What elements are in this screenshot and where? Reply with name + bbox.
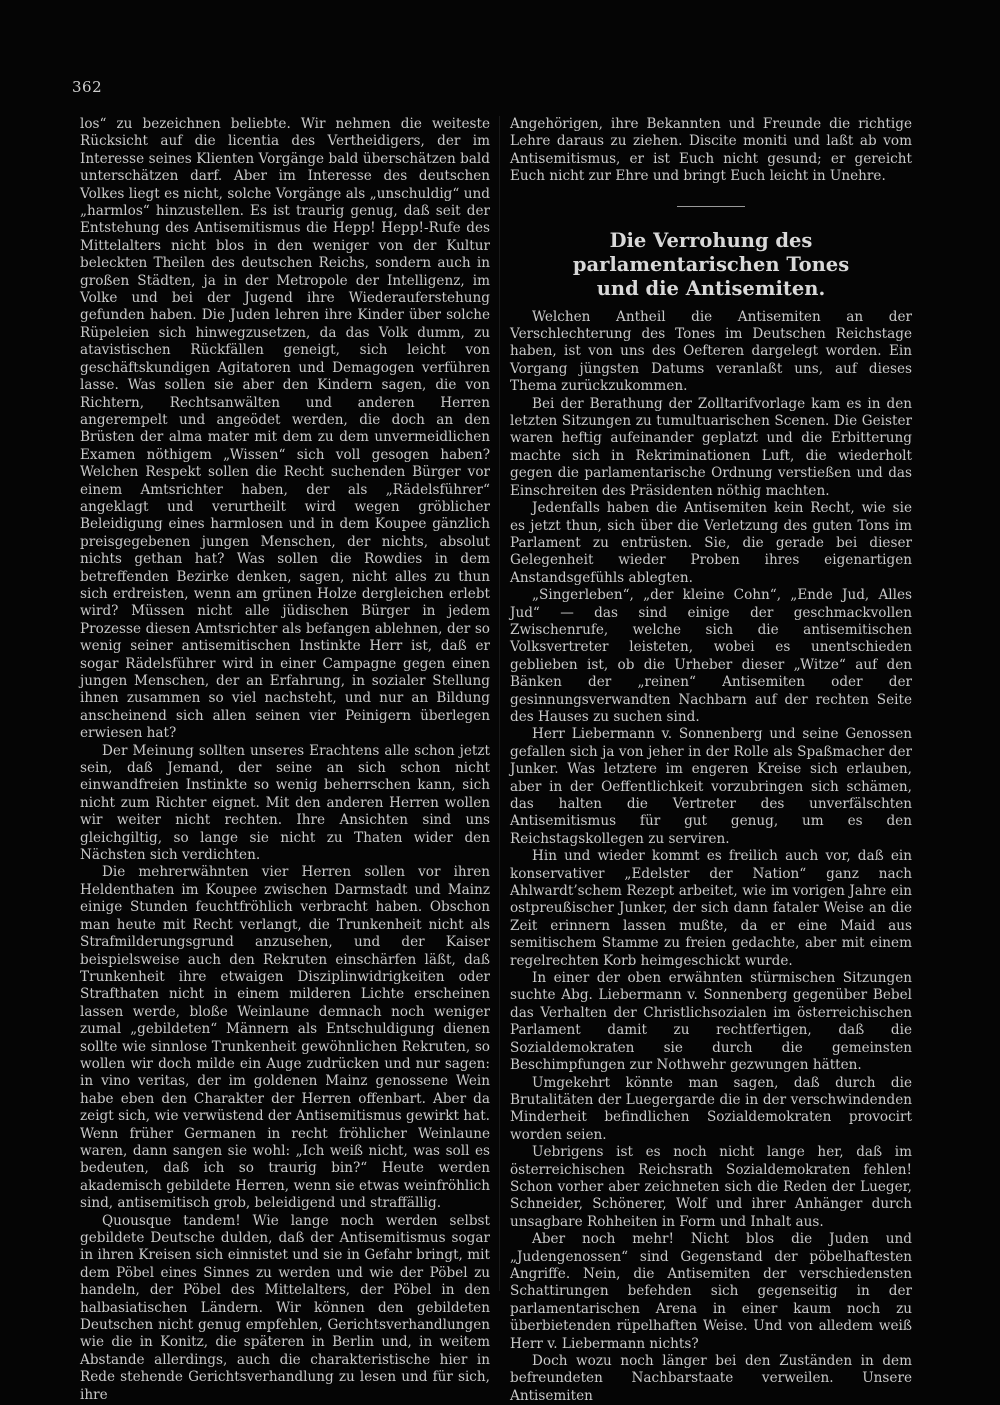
right-column [510,116,912,1405]
article-paragraph: Hin und wieder kommt es freilich auch vor, daß ein konservativer „Edelster der Nation“ ganz nach Ahlwardt’schem Rezept arbeitet, wie im vorigen Jahre ein ostpreußischer Junker, der sich dann fataler Weise an die Zeit erinnern lassen mußte, da er eine Maid aus semitischem Stamme zu freien gedachte, aber mit einem regelrechten Korb heimgeschickt wurde. [510,848,912,969]
article-paragraph: Jedenfalls haben die Antisemiten kein Recht, wie sie es jetzt thun, sich über die Verletzung des guten Tons im Parlament zu entrüsten. Sie, die gerade bei dieser Gelegenheit wieder Proben ihres eigenartigen Anstandsgefühls ablegten. [510,500,912,586]
article-paragraph: Herr Liebermann v. Sonnenberg und seine Genossen gefallen sich ja von jeher in der Rolle als Spaßmacher der Junker. Was letztere im engeren Kreise sich erlauben, aber in der Oeffentlichkeit vorzubringen sich schämen, das halten die Vertreter des unverfälschten Antisemitismus für gut genug, um es den Reichstagskollegen zu serviren. [510,726,912,847]
article-paragraph: Uebrigens ist es noch nicht lange her, daß im österreichischen Reichsrath Sozialdemokraten fehlen! Schon vorher aber zeichneten sich die Reden der Lueger, Schneider, Schönerer, Wolf und ihrer Anhänger durch unsagbare Rohheiten in Form und Inhalt aus. [510,1144,912,1230]
article-paragraph: „Singerleben“, „der kleine Cohn“, „Ende Jud, Alles Jud“ — das sind einige der geschmackvollen Zwischenrufe, welche sich die antisemitischen Volksvertreter leisteten, wobei es unentschieden geblieben ist, ob die Urheber dieser „Witze“ auf den Bänken der „reinen“ Antisemiten oder der gesinnungsverwandten Nachbarn auf der rechten Seite des Hauses zu suchen sind. [510,587,912,725]
section-divider [677,206,745,207]
paragraph: los“ zu bezeichnen beliebte. Wir nehmen die weiteste Rücksicht auf die licentia des Vertheidigers, der im Interesse seines Klienten Vorgänge bald überschätzen bald unterschätzen darf. Aber im Interesse des deutschen Volkes liegt es nicht, solche Vorgänge als „unschuldig“ und „harmlos“ hinzustellen. Es ist traurig genug, daß seit der Entstehung des Antisemitismus die Hepp! Hepp!-Rufe des Mittelalters nicht blos in den weniger von der Kultur beleckten Theilen des deutschen Reichs, sondern auch in großen Städten, ja in der Metropole der Intelligenz, im Volke und bei der Jugend ihre Wiederauferstehung gefunden haben. Die Juden lehren ihre Kinder über solche Rüpeleien sich hinwegzusetzen, da das Volk dumm, zu atavistischen Rückfällen geneigt, sich leicht von geschäftskundigen Agitatoren und Demagogen verführen lasse. Was sollen sie aber den Kindern sagen, die von Richtern, Rechtsanwälten und anderen Herren angerempelt und angeödet werden, die doch an den Brüsten der alma mater mit dem zu dem unvermeidlichen Examen nöthigem „Wissen“ sich voll gesogen haben? Welchen Respekt sollen die Recht suchenden Bürger vor einem Amtsrichter haben, der als „Rädelsführer“ angeklagt und verurtheilt wird wegen gröblicher Beleidigung eines harmlosen und in dem Koupee gänzlich preisgegebenen jungen Menschen, der nichts, absolut nichts gethan hat? Was sollen die Rowdies in dem betreffenden Bezirke denken, sagen, nicht alles zu thun sich erdreisten, wenn am grünen Holze dergleichen erlebt wird? Müssen nicht alle jüdischen Bürger in jedem Prozesse diesen Amtsrichter als befangen ablehnen, der so wenig seiner antisemitischen Instinkte Herr ist, daß er sogar Rädelsführer wird in einer Campagne gegen einen jungen Menschen, der an Erfahrung, in sozialer Stellung ihnen zusammen so viel nachsteht, und nur an Bildung anscheinend sich allen seinen vier Peinigern überlegen erwiesen hat? [80,116,490,742]
article-paragraph: Bei der Berathung der Zolltarifvorlage kam es in den letzten Sitzungen zu tumultuarischen Scenen. Die Geister waren heftig aufeinander geplatzt und die Erbitterung machte sich in Rekriminationen Luft, die wiederholt gegen die parlamentarische Ordnung verstießen und das Einschreiten des Präsidenten nöthig machten. [510,395,912,499]
article-paragraph: Doch wozu noch länger bei den Zuständen in dem befreundeten Nachbarstaate verweilen. Unsere Antisemiten [510,1353,912,1404]
article-title [510,229,912,301]
paragraph: Die mehrerwähnten vier Herren sollen vor ihren Heldenthaten im Koupee zwischen Darmstadt und Mainz einige Stunden feuchtfröhlich verbracht haben. Obschon man heute mit Recht verlangt, die Trunkenheit nicht als Strafmilderungsgrund anzusehen, und der Kaiser beispielsweise auch den Rekruten einschärfen läßt, daß Trunkenheit ihre etwaigen Disziplinwidrigkeiten oder Strafthaten nicht in einem milderen Lichte erscheinen lassen werde, bloße Weinlaune demnach noch weniger zumal „gebildeten“ Männern als Entschuldigung dienen sollte wie sinnlose Trunkenheit gewöhnlichen Rekruten, so wollen wir doch milde ein Auge zudrücken und nur sagen: in vino veritas, der im goldenen Mainz genossene Wein habe eben den Charakter der Herren offenbart. Aber da zeigt sich, wie verwüstend der Antisemitismus gewirkt hat. Wenn früher Germanen in recht fröhlicher Weinlaune waren, dann sangen sie wohl: „Ich weiß nicht, was soll es bedeuten, daß ich so traurig bin?“ Heute werden akademisch gebildete Herren, wenn sie etwas weinfröhlich sind, antisemitisch grob, beleidigend und straffällig. [80,864,490,1212]
article-paragraph: In einer der oben erwähnten stürmischen Sitzungen suchte Abg. Liebermann v. Sonnenberg gegenüber Bebel das Verhalten der Christlichsozialen im österreichischen Parlament damit zu rechtfertigen, daß die Sozialdemokraten sie durch die gemeinsten Beschimpfungen zur Nothwehr gezwungen hätten. [510,970,912,1074]
left-column [80,116,490,1404]
paragraph: Quousque tandem! Wie lange noch werden selbst gebildete Deutsche dulden, daß der Antisemitismus sogar in ihren Kreisen sich einnistet und sie in Gefahr bringt, mit dem Pöbel eines Sinnes zu werden und wie der Pöbel zu handeln, der Pöbel des Mittelalters, der Pöbel in den halbasiatischen Ländern. Wir können den gebildeten Deutschen nicht genug empfehlen, Gerichtsverhandlungen wie die in Konitz, die späteren in Berlin und, in weitem Abstande allerdings, auch die charakteristische hier in Rede stehende Gerichtsverhandlung zu lesen und für sich, ihre [80,1212,490,1403]
page-number: 362 [72,78,103,96]
column-gutter [499,116,500,1291]
article-title-line-2: und die Antisemiten. [596,276,826,300]
article-title-line-1: Die Verrohung des parlamentarischen Tones [572,228,850,276]
paragraph: Der Meinung sollten unseres Erachtens alle schon jetzt sein, daß Jemand, der seine an sich schon nicht einwandfreien Instinkte so wenig beherrschen kann, sich nicht zum Richter eignet. Mit den anderen Herren wollen wir weiter nicht rechten. Ihre Ansichten sind uns gleichgiltig, so lange sie nicht zu Thaten wider den Nächsten sich verdichten. [80,742,490,864]
article-paragraph: Welchen Antheil die Antisemiten an der Verschlechterung des Tones im Deutschen Reichstage haben, ist von uns des Oefteren dargelegt worden. Ein Vorgang jüngsten Datums veranlaßt uns, auf dieses Thema zurückzukommen. [510,308,912,395]
paragraph: Angehörigen, ihre Bekannten und Freunde die richtige Lehre daraus zu ziehen. Discite moniti und laßt ab vom Antisemitismus, er ist Euch nicht gesund; er gereicht Euch nicht zur Ehre und bringt Euch leicht in Unehre. [510,116,912,185]
article-paragraph: Umgekehrt könnte man sagen, daß durch die Brutalitäten der Luegergarde die in der verschwindenden Minderheit befindlichen Sozialdemokraten provocirt worden seien. [510,1074,912,1143]
article-paragraph: Aber noch mehr! Nicht blos die Juden und „Judengenossen“ sind Gegenstand der pöbelhaftesten Angriffe. Nein, die Antisemiten der verschiedensten Schattirungen befehden sich gegenseitig in der parlamentarischen Arena in einer kaum noch zu überbietenden rüpelhaften Weise. Und von alledem weiß Herr v. Liebermann nichts? [510,1231,912,1352]
